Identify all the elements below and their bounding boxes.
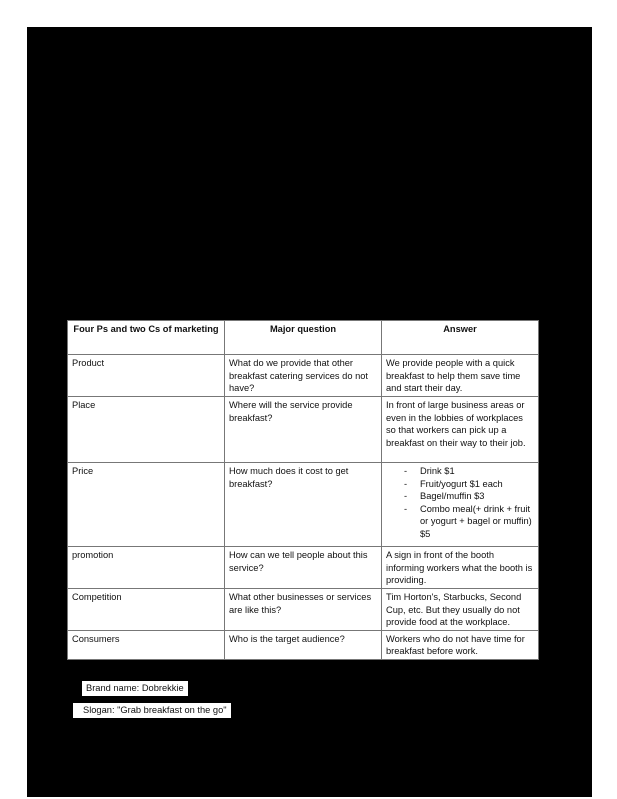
row-label: Price [68,463,225,547]
row-answer: A sign in front of the booth informing workers what the booth is providing. [382,547,539,589]
row-label: Competition [68,589,225,631]
table-header-row [68,321,539,355]
row-label: Product [68,355,225,397]
header-cell: Four Ps and two Cs of marketing [68,321,225,355]
row-label: promotion [68,547,225,589]
marketing-table [67,320,539,660]
row-answer [382,463,539,547]
price-item: - Combo meal(+ drink + fruit or yogurt + bagel or muffin) $5 [420,503,534,541]
price-list [386,465,534,540]
table-row [68,355,539,397]
row-answer: We provide people with a quick breakfast to help them save time and start their day. [382,355,539,397]
row-label: Consumers [68,630,225,659]
table-row [68,463,539,547]
slogan: Slogan: "Grab breakfast on the go" [73,703,231,718]
table-row [68,547,539,589]
brand-name: Brand name: Dobrekkie [82,681,188,696]
row-question: What do we provide that other breakfast catering services do not have? [225,355,382,397]
row-question: Where will the service provide breakfast? [225,397,382,463]
table-row [68,397,539,463]
price-item: - Bagel/muffin $3 [420,490,534,503]
table-row [68,589,539,631]
row-question: What other businesses or services are like this? [225,589,382,631]
header-cell: Answer [382,321,539,355]
row-question: How much does it cost to get breakfast? [225,463,382,547]
header-cell: Major question [225,321,382,355]
row-question: How can we tell people about this service? [225,547,382,589]
row-answer: Tim Horton's, Starbucks, Second Cup, etc. But they usually do not provide food at the workplace. [382,589,539,631]
price-item: - Drink $1 [420,465,534,478]
row-label: Place [68,397,225,463]
price-item: - Fruit/yogurt $1 each [420,478,534,491]
row-answer: In front of large business areas or even in the lobbies of workplaces so that workers can pick up a breakfast on their way to their job. [382,397,539,463]
row-question: Who is the target audience? [225,630,382,659]
row-answer: Workers who do not have time for breakfast before work. [382,630,539,659]
table-row [68,630,539,659]
